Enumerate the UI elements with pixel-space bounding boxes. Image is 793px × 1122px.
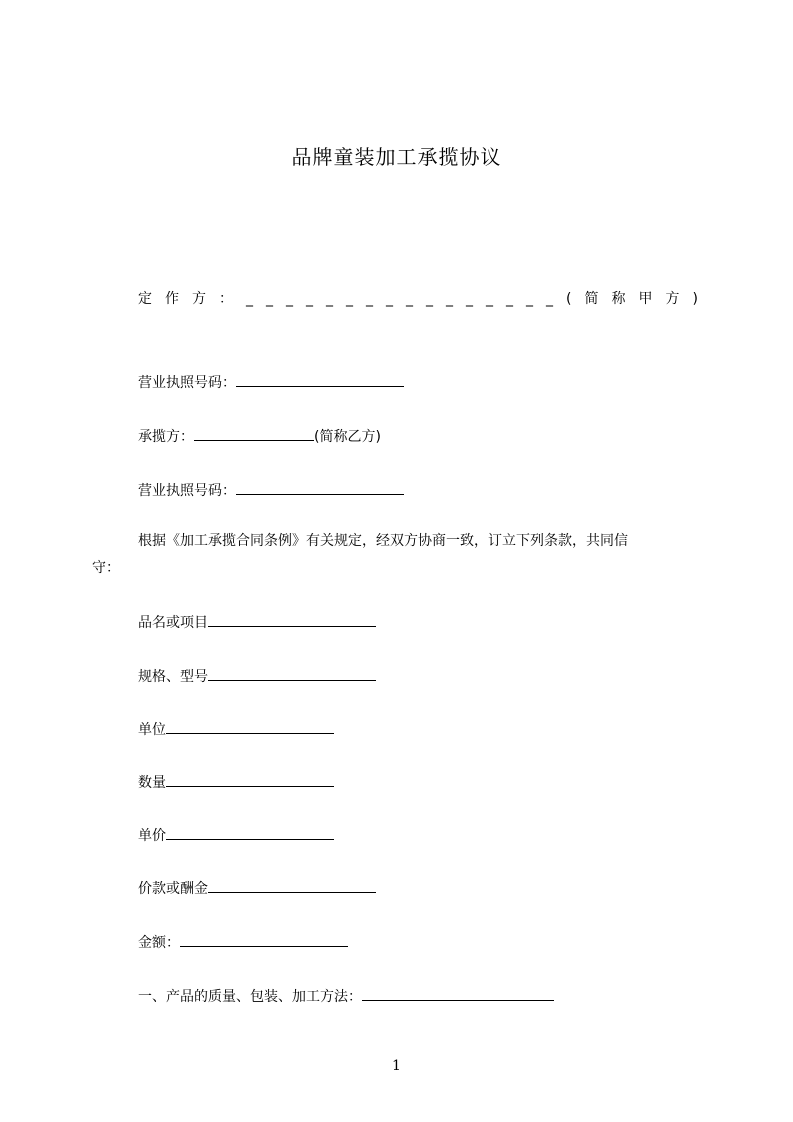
field-amount <box>138 932 348 952</box>
field-blank <box>208 666 376 681</box>
party-a-char: 甲 <box>638 291 653 307</box>
party-a-blank: _ <box>326 291 333 307</box>
party-a-char: 定 <box>138 291 152 307</box>
section-1-label: 一、产品的质量、包装、加工方法： <box>138 989 362 1005</box>
field-label: 单价 <box>138 828 166 844</box>
party-a-char: 称 <box>611 291 626 307</box>
license-b-blank <box>236 480 404 495</box>
field-label: 单位 <box>138 722 166 738</box>
party-a-char: 简 <box>584 291 599 307</box>
document-title: 品牌童装加工承揽协议 <box>291 145 502 169</box>
field-blank <box>208 878 376 893</box>
party-a-char: ) <box>692 291 698 307</box>
field-label: 品名或项目 <box>138 615 208 631</box>
party-a-blank: _ <box>386 291 393 307</box>
party-a-blank: _ <box>306 291 313 307</box>
page-number: 1 <box>392 1058 401 1074</box>
party-a-blank: _ <box>466 291 473 307</box>
party-a-char: 方 <box>665 291 680 307</box>
license-a-label: 营业执照号码： <box>138 375 236 391</box>
party-a-blank: _ <box>546 291 553 307</box>
party-a-blank: _ <box>426 291 433 307</box>
license-a-blank <box>236 372 404 387</box>
license-b-label: 营业执照号码： <box>138 483 236 499</box>
party-a-blank: _ <box>246 291 253 307</box>
field-label: 数量 <box>138 775 166 791</box>
party-a-blank: _ <box>366 291 373 307</box>
field-unit-price <box>138 825 334 845</box>
license-a-line <box>138 372 404 392</box>
party-b-line <box>138 426 381 446</box>
section-1-blank <box>362 986 554 1001</box>
party-a-char: 方 <box>192 291 206 307</box>
section-1-line <box>138 986 554 1006</box>
intro-paragraph-line2: 守： <box>92 560 120 576</box>
party-a-char: 作 <box>165 291 179 307</box>
field-spec-model <box>138 666 376 686</box>
field-blank <box>180 932 348 947</box>
field-blank <box>166 719 334 734</box>
party-a-blank: _ <box>266 291 273 307</box>
field-price-or-fee <box>138 878 376 898</box>
party-b-blank <box>194 426 314 441</box>
party-a-blank: _ <box>346 291 353 307</box>
field-label: 价款或酬金 <box>138 881 208 897</box>
field-quantity <box>138 772 334 792</box>
party-b-label: 承揽方： <box>138 429 194 445</box>
party-a-char: ： <box>219 291 233 307</box>
field-blank <box>166 825 334 840</box>
party-a-line <box>138 290 698 308</box>
party-a-char: ( <box>566 291 572 307</box>
field-unit <box>138 719 334 739</box>
field-label: 规格、型号 <box>138 669 208 685</box>
party-b-suffix: (简称乙方) <box>314 429 381 445</box>
field-blank <box>166 772 334 787</box>
party-a-blank: _ <box>286 291 293 307</box>
party-a-blank: _ <box>486 291 493 307</box>
party-a-blank: _ <box>446 291 453 307</box>
party-a-blank: _ <box>406 291 413 307</box>
party-a-blank: _ <box>526 291 533 307</box>
license-b-line <box>138 480 404 500</box>
field-product-name <box>138 612 376 632</box>
field-label: 金额： <box>138 935 180 951</box>
intro-paragraph-line1: 根据《加工承揽合同条例》有关规定，经双方协商一致，订立下列条款，共同信 <box>138 533 628 549</box>
party-a-blank: _ <box>506 291 513 307</box>
field-blank <box>208 612 376 627</box>
